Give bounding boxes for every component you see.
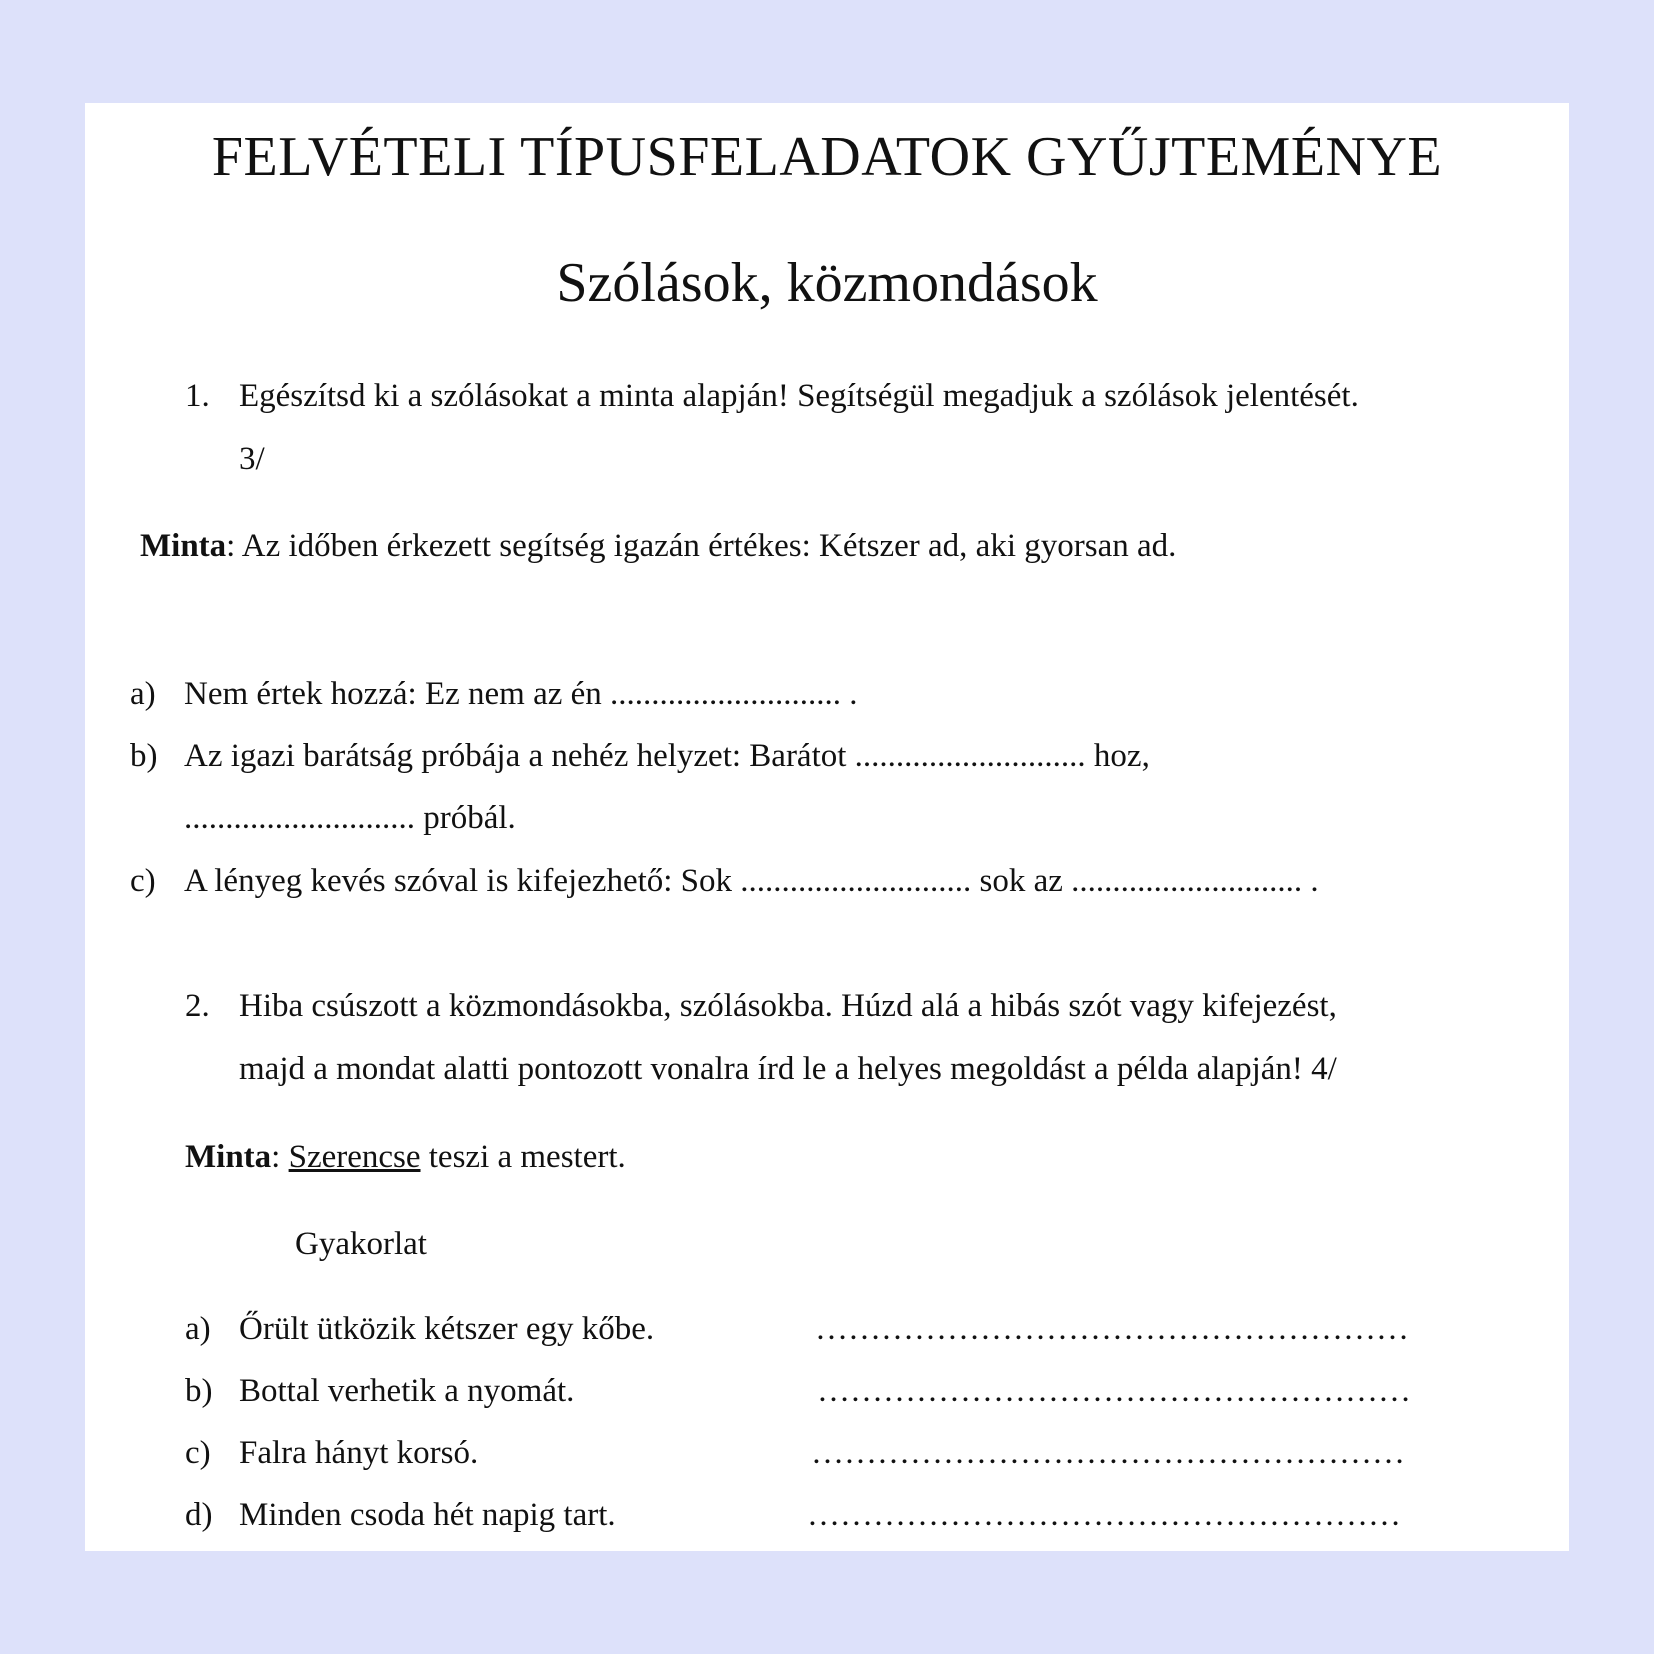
task2-item-d-answer-line[interactable]: ……………………………………………… [807,1497,1401,1533]
task2-instruction-line2: majd a mondat alatti pontozott vonalra írd le a helyes megoldást a példa alapján! 4/ [239,1051,1337,1087]
task2-item-d-text: Minden csoda hét napig tart. [239,1497,616,1533]
task1-item-a-letter: a) [130,676,156,712]
task2-item-c-letter: c) [185,1435,211,1471]
task2-item-b-answer-line[interactable]: ……………………………………………… [817,1373,1411,1409]
task2-item-d-letter: d) [185,1497,213,1533]
task2-item-b-letter: b) [185,1373,213,1409]
task1-item-c-letter: c) [130,863,156,899]
task1-item-c-text: A lényeg kevés szóval is kifejezhető: Sok ............................ sok az ............................ . [184,863,1319,899]
document-page [85,103,1569,1551]
task2-instruction [185,988,1337,1025]
task2-item-a [185,1311,654,1348]
task1-item-b-letter: b) [130,738,158,774]
task2-item-c-text: Falra hányt korsó. [239,1435,479,1471]
task1-item-b-continuation: ............................ próbál. [184,800,516,836]
task1-points: 3/ [239,441,265,477]
task1-number: 1. [185,378,210,414]
task1-example [140,528,1176,565]
task2-example-underlined-word: Szerencse [288,1139,421,1175]
task1-instruction-text: Egészítsd ki a szólásokat a minta alapján! Segítségül megadjuk a szólások jelentését. [239,378,1359,414]
task2-item-a-text: Őrült ütközik kétszer egy kőbe. [239,1311,655,1347]
task2-example-answer: Gyakorlat [295,1226,427,1262]
task1-example-text: : Az időben érkezett segítség igazán értékes: Kétszer ad, aki gyorsan ad. [226,528,1177,564]
document-title: FELVÉTELI TÍPUSFELADATOK GYŰJTEMÉNYE [211,126,1443,188]
task2-example-colon: : [271,1139,289,1175]
task1-item-b-text: Az igazi barátság próbája a nehéz helyzet: Barátot ............................ hoz, [184,738,1150,774]
task2-number: 2. [185,988,210,1024]
task2-example-label: Minta [185,1139,272,1175]
task2-example [185,1139,626,1176]
task1-item-a [130,676,858,713]
task1-item-c [130,863,1319,900]
task2-instruction-line1: Hiba csúszott a közmondásokba, szólásokba. Húzd alá a hibás szót vagy kifejezést, [239,988,1337,1024]
task2-item-a-letter: a) [185,1311,211,1347]
task2-item-c [185,1435,478,1472]
task1-example-label: Minta [140,528,227,564]
task2-item-c-answer-line[interactable]: ……………………………………………… [811,1435,1405,1471]
task1-item-a-text: Nem értek hozzá: Ez nem az én ............................ . [184,676,858,712]
task1-instruction [185,378,1359,415]
task2-item-a-answer-line[interactable]: ……………………………………………… [815,1311,1409,1347]
task2-example-rest: teszi a mestert. [420,1139,626,1175]
task2-item-d [185,1497,616,1534]
task1-item-b [130,738,1150,775]
task2-item-b [185,1373,574,1410]
document-subtitle: Szólások, közmondások [556,252,1098,314]
task2-item-b-text: Bottal verhetik a nyomát. [239,1373,575,1409]
